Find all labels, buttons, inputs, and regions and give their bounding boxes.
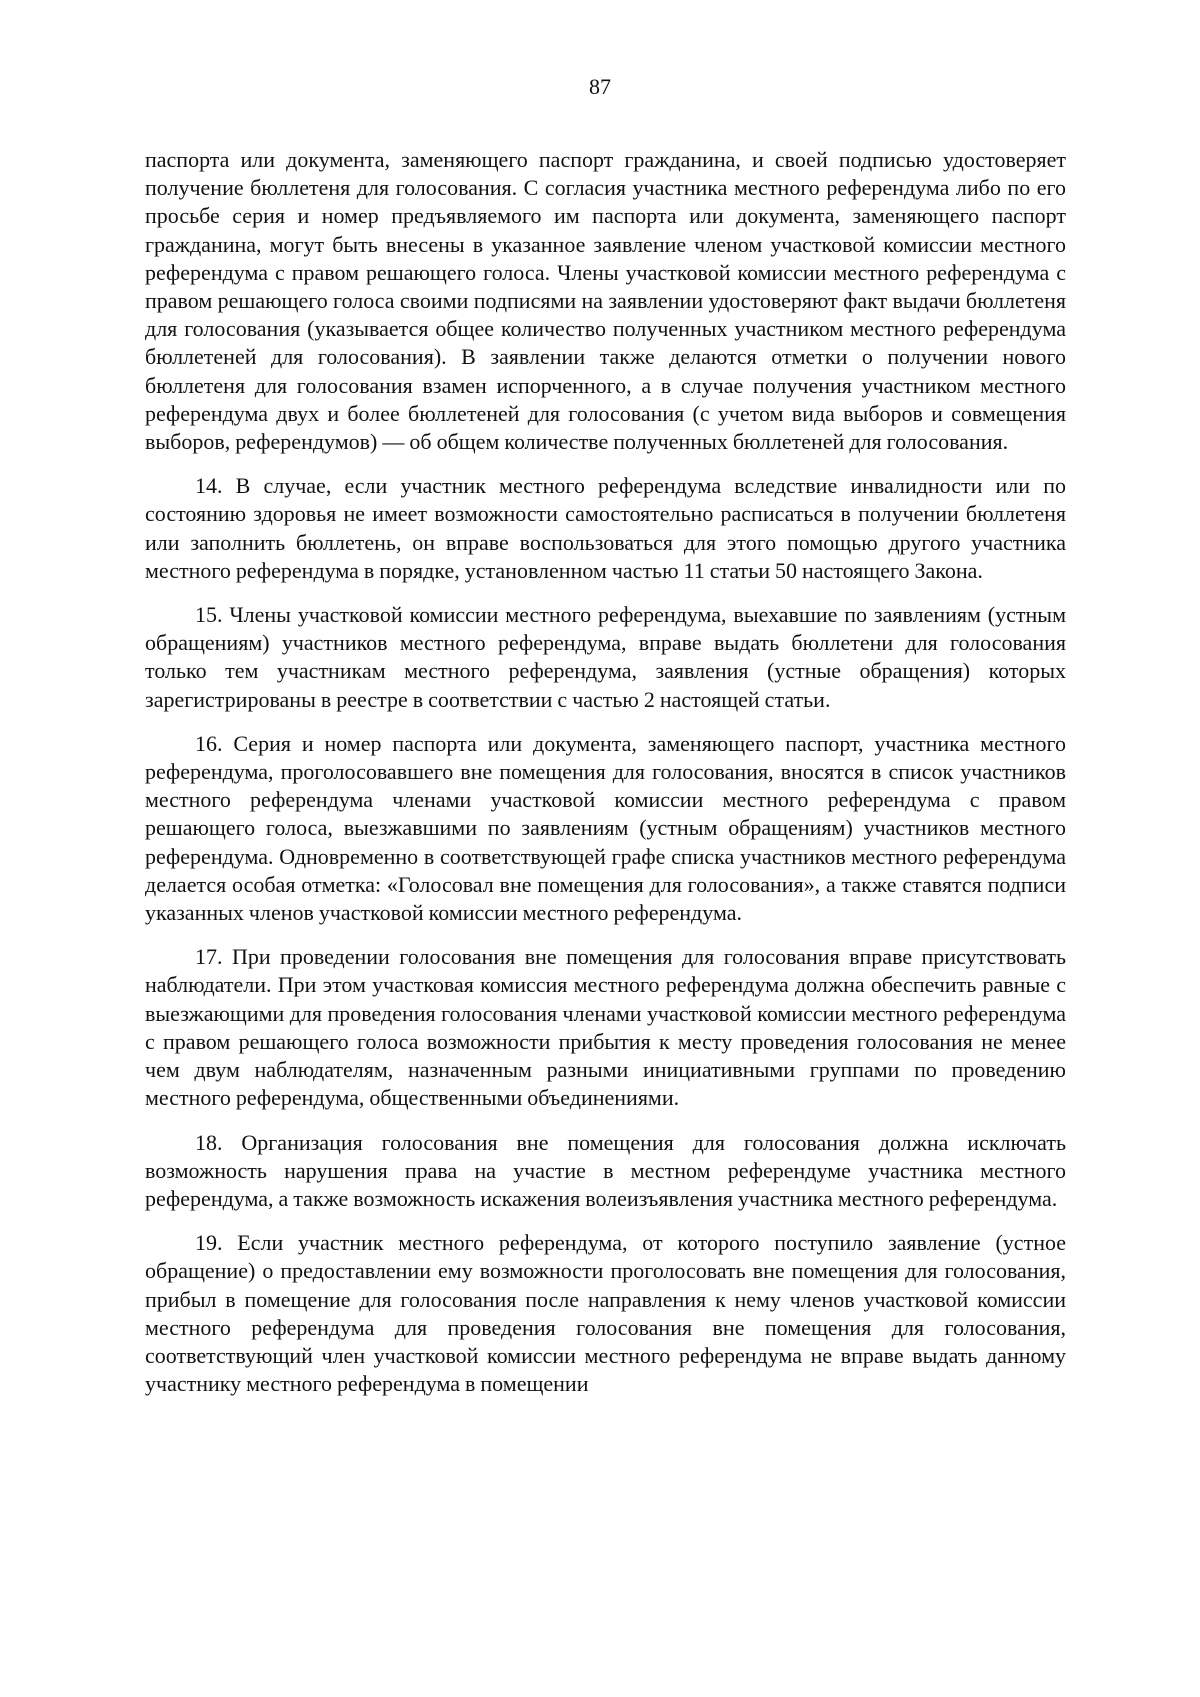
page-number: 87	[589, 74, 611, 99]
paragraph-item-14: 14. В случае, если участник местного референдума вследствие инвалидности или по состоянию здоровья не имеет возможности самостоятельно расписаться в получении бюллетеня или заполнить бюллетень, он вправе воспользоваться для этого помощью другого участника местного референдума в порядке, установленном частью 11 статьи 50 настоящего Закона.	[145, 473, 1066, 583]
paragraph-item-15: 15. Члены участковой комиссии местного референдума, выехавшие по заявлениям (устным обращениям) участников местного референдума, вправе выдать бюллетени для голосования только тем участникам местного референдума, заявления (устные обращения) которых зарегистрированы в реестре в соответствии с частью 2 настоящей статьи.	[145, 602, 1066, 712]
document-body	[145, 146, 1066, 1398]
paragraph-item-19: 19. Если участник местного референдума, от которого поступило заявление (устное обращение) о предоставлении ему возможности проголосовать вне помещения для голосования, прибыл в помещение для голосования после направления к нему членов участковой комиссии местного референдума для проведения голосования вне помещения для голосования, соответствующий член участковой комиссии местного референдума не вправе выдать данному участнику местного референдума в помещении	[145, 1230, 1066, 1397]
paragraph-item-18: 18. Организация голосования вне помещения для голосования должна исключать возможность нарушения права на участие в местном референдуме участника местного референдума, а также возможность искажения волеизъявления участника местного референдума.	[145, 1129, 1066, 1211]
paragraph-item-16: 16. Серия и номер паспорта или документа, заменяющего паспорт, участника местного референдума, проголосовавшего вне помещения для голосования, вносятся в список участников местного референдума членами участковой комиссии местного референдума с правом решающего голоса, выезжавшими по заявлениям (устным обращениям) участников местного референдума. Одновременно в соответствующей графе списка участников местного референдума делается особая отметка: «Голосовал вне помещения для голосования», а также ставятся подписи указанных членов участковой комиссии местного референдума.	[145, 730, 1066, 926]
paragraph-item-17: 17. При проведении голосования вне помещения для голосования вправе присутствовать наблюдатели. При этом участковая комиссия местного референдума должна обеспечить равные с выезжающими для проведения голосования членами участковой комиссии местного референдума с правом решающего голоса возможности прибытия к месту проведения голосования не менее чем двум наблюдателям, назначенным разными инициативными группами по проведению местного референдума, общественными объединениями.	[145, 944, 1066, 1111]
paragraph-continuation: паспорта или документа, заменяющего паспорт гражданина, и своей подписью удостоверяет получение бюллетеня для голосования. С согласия участника местного референдума либо по его просьбе серия и номер предъявляемого им паспорта или документа, заменяющего паспорт гражданина, могут быть внесены в указанное заявление членом участковой комиссии местного референдума с правом решающего голоса. Члены участковой комиссии местного референдума с правом решающего голоса своими подписями на заявлении удостоверяют факт выдачи бюллетеня для голосования (указывается общее количество полученных участником местного референдума бюллетеней для голосования). В заявлении также делаются отметки о получении нового бюллетеня для голосования взамен испорченного, а в случае получения участником местного референдума двух и более бюллетеней для голосования (с учетом вида выборов и совмещения выборов, референдумов) — об общем количестве полученных бюллетеней для голосования.	[145, 147, 1066, 455]
